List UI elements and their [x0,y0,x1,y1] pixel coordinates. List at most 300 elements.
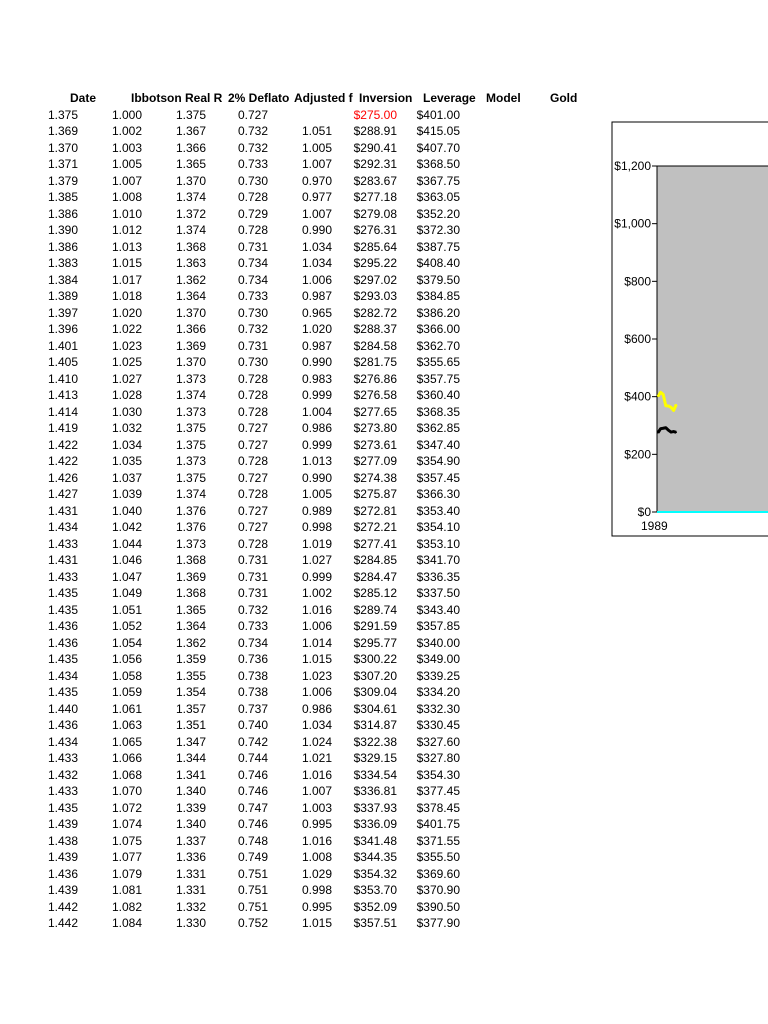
adjusted-cell[interactable]: 1.331 [175,883,206,897]
inversion-cell[interactable]: 0.727 [237,437,268,452]
gold-cell[interactable]: $387.75 [416,239,460,254]
model-cell[interactable]: $276.58 [353,388,397,402]
deflator-cell[interactable]: 1.070 [111,784,142,798]
leverage-cell[interactable]: 1.023 [301,668,332,683]
adjusted-cell[interactable]: 1.362 [175,272,206,287]
gold-cell[interactable]: $377.45 [416,784,460,798]
leverage-cell[interactable]: 1.006 [301,272,332,287]
ibbotson-cell[interactable]: 1.433 [47,751,78,765]
header-date[interactable]: Date [70,91,97,105]
ibbotson-cell[interactable]: 1.431 [47,503,78,518]
model-cell[interactable]: $290.41 [353,140,397,155]
adjusted-cell[interactable]: 1.357 [175,701,206,716]
inversion-cell[interactable]: 0.728 [237,487,268,501]
gold-cell[interactable]: $370.90 [416,883,460,897]
header-model[interactable]: Model [486,91,521,105]
gold-cell[interactable]: $353.40 [416,503,460,518]
adjusted-cell[interactable]: 1.374 [175,190,206,204]
gold-cell[interactable]: $366.30 [416,487,460,501]
inversion-cell[interactable]: 0.734 [237,256,268,270]
model-cell[interactable]: $329.15 [353,751,397,765]
header-deflator[interactable]: 2% Deflato [228,91,290,105]
model-cell[interactable]: $281.75 [353,355,397,369]
deflator-cell[interactable]: 1.052 [111,619,142,633]
ibbotson-cell[interactable]: 1.386 [47,206,78,221]
gold-cell[interactable]: $336.35 [416,569,460,584]
deflator-cell[interactable]: 1.018 [111,289,142,303]
deflator-cell[interactable]: 1.061 [111,701,142,716]
leverage-cell[interactable]: 0.983 [301,371,332,386]
leverage-cell[interactable]: 1.019 [301,536,332,551]
leverage-cell[interactable]: 0.965 [301,305,332,320]
inversion-cell[interactable]: 0.728 [237,404,268,419]
model-cell[interactable]: $293.03 [353,289,397,303]
deflator-cell[interactable]: 1.082 [111,899,142,914]
ibbotson-cell[interactable]: 1.436 [47,635,78,650]
gold-cell[interactable]: $407.70 [416,140,460,155]
deflator-cell[interactable]: 1.077 [111,850,142,864]
deflator-cell[interactable]: 1.049 [111,586,142,600]
gold-cell[interactable]: $354.90 [416,454,460,468]
gold-cell[interactable]: $353.10 [416,536,460,551]
inversion-cell[interactable]: 0.729 [237,206,268,221]
model-cell[interactable]: $307.20 [353,668,397,683]
adjusted-cell[interactable]: 1.370 [175,305,206,320]
inversion-cell[interactable]: 0.730 [237,173,268,188]
gold-cell[interactable]: $386.20 [416,305,460,320]
model-cell[interactable]: $322.38 [353,734,397,749]
ibbotson-cell[interactable]: 1.370 [47,140,78,155]
adjusted-cell[interactable]: 1.365 [175,157,206,171]
ibbotson-cell[interactable]: 1.439 [47,817,78,831]
adjusted-cell[interactable]: 1.363 [175,256,206,270]
ibbotson-cell[interactable]: 1.385 [47,190,78,204]
ibbotson-cell[interactable]: 1.390 [47,223,78,237]
deflator-cell[interactable]: 1.063 [111,718,142,732]
model-cell[interactable]: $277.18 [353,190,397,204]
adjusted-cell[interactable]: 1.365 [175,602,206,617]
leverage-cell[interactable]: 0.970 [301,173,332,188]
gold-cell[interactable]: $334.20 [416,685,460,699]
inversion-cell[interactable]: 0.727 [237,470,268,485]
deflator-cell[interactable]: 1.046 [111,553,142,567]
adjusted-cell[interactable]: 1.351 [175,718,206,732]
gold-cell[interactable]: $363.05 [416,190,460,204]
leverage-cell[interactable]: 0.995 [301,899,332,914]
ibbotson-cell[interactable]: 1.433 [47,784,78,798]
deflator-cell[interactable]: 1.068 [111,767,142,782]
adjusted-cell[interactable]: 1.359 [175,652,206,666]
adjusted-cell[interactable]: 1.355 [175,668,206,683]
gold-cell[interactable]: $343.40 [416,602,460,617]
leverage-cell[interactable]: 1.013 [301,454,332,468]
leverage-cell[interactable]: 1.008 [301,850,332,864]
adjusted-cell[interactable]: 1.370 [175,355,206,369]
leverage-cell[interactable]: 1.014 [301,635,332,650]
adjusted-cell[interactable]: 1.374 [175,487,206,501]
leverage-cell[interactable]: 1.051 [301,124,332,138]
deflator-cell[interactable]: 1.015 [111,256,142,270]
gold-cell[interactable]: $332.30 [416,701,460,716]
deflator-cell[interactable]: 1.028 [111,388,142,402]
adjusted-cell[interactable]: 1.373 [175,454,206,468]
model-cell[interactable]: $289.74 [353,602,397,617]
inversion-cell[interactable]: 0.746 [237,767,268,782]
model-cell[interactable]: $288.37 [353,322,397,336]
inversion-cell[interactable]: 0.727 [237,421,268,435]
adjusted-cell[interactable]: 1.341 [175,767,206,782]
adjusted-cell[interactable]: 1.364 [175,289,206,303]
leverage-cell[interactable]: 1.007 [301,784,332,798]
leverage-cell[interactable]: 1.021 [301,751,332,765]
gold-cell[interactable]: $355.65 [416,355,460,369]
deflator-cell[interactable]: 1.035 [111,454,142,468]
ibbotson-cell[interactable]: 1.436 [47,619,78,633]
adjusted-cell[interactable]: 1.368 [175,586,206,600]
adjusted-cell[interactable]: 1.373 [175,371,206,386]
model-cell[interactable]: $288.91 [353,124,397,138]
adjusted-cell[interactable]: 1.330 [175,916,206,930]
deflator-cell[interactable]: 1.022 [111,322,142,336]
adjusted-cell[interactable]: 1.369 [175,338,206,353]
leverage-cell[interactable]: 1.016 [301,833,332,848]
deflator-cell[interactable]: 1.066 [111,751,142,765]
inversion-cell[interactable]: 0.731 [237,586,268,600]
adjusted-cell[interactable]: 1.366 [175,322,206,336]
inversion-cell[interactable]: 0.733 [237,157,268,171]
deflator-cell[interactable]: 1.008 [111,190,142,204]
deflator-cell[interactable]: 1.039 [111,487,142,501]
model-cell[interactable]: $304.61 [353,701,397,716]
gold-cell[interactable]: $354.10 [416,520,460,534]
gold-cell[interactable]: $368.50 [416,157,460,171]
ibbotson-cell[interactable]: 1.383 [47,256,78,270]
inversion-cell[interactable]: 0.746 [237,817,268,831]
adjusted-cell[interactable]: 1.374 [175,388,206,402]
deflator-cell[interactable]: 1.010 [111,206,142,221]
inversion-cell[interactable]: 0.731 [237,338,268,353]
adjusted-cell[interactable]: 1.347 [175,734,206,749]
model-cell[interactable]: $279.08 [353,206,397,221]
inversion-cell[interactable]: 0.732 [237,124,268,138]
deflator-cell[interactable]: 1.020 [111,305,142,320]
deflator-cell[interactable]: 1.002 [111,124,142,138]
gold-cell[interactable]: $415.05 [416,124,460,138]
leverage-cell[interactable]: 0.999 [301,388,332,402]
ibbotson-cell[interactable]: 1.439 [47,850,78,864]
adjusted-cell[interactable]: 1.373 [175,536,206,551]
model-cell[interactable]: $285.12 [353,586,397,600]
gold-cell[interactable]: $408.40 [416,256,460,270]
inversion-cell[interactable]: 0.728 [237,536,268,551]
inversion-cell[interactable]: 0.737 [237,701,268,716]
ibbotson-cell[interactable]: 1.422 [47,454,78,468]
inversion-cell[interactable]: 0.732 [237,140,268,155]
deflator-cell[interactable]: 1.065 [111,734,142,749]
ibbotson-cell[interactable]: 1.439 [47,883,78,897]
model-cell[interactable]: $341.48 [353,833,397,848]
ibbotson-cell[interactable]: 1.379 [47,173,78,188]
leverage-cell[interactable]: 0.990 [301,223,332,237]
adjusted-cell[interactable]: 1.366 [175,140,206,155]
inversion-cell[interactable]: 0.727 [237,107,268,122]
ibbotson-cell[interactable]: 1.422 [47,437,78,452]
leverage-cell[interactable]: 1.004 [301,404,332,419]
gold-cell[interactable]: $378.45 [416,800,460,815]
header-ibbotson[interactable]: Ibbotson Real R [131,91,223,105]
deflator-cell[interactable]: 1.037 [111,470,142,485]
deflator-cell[interactable]: 1.051 [111,602,142,617]
ibbotson-cell[interactable]: 1.435 [47,586,78,600]
deflator-cell[interactable]: 1.003 [111,140,142,155]
adjusted-cell[interactable]: 1.375 [175,107,206,122]
ibbotson-cell[interactable]: 1.384 [47,272,78,287]
inversion-cell[interactable]: 0.731 [237,239,268,254]
model-cell[interactable]: $295.77 [353,635,397,650]
inversion-cell[interactable]: 0.733 [237,289,268,303]
adjusted-cell[interactable]: 1.375 [175,437,206,452]
inversion-cell[interactable]: 0.738 [237,668,268,683]
gold-cell[interactable]: $384.85 [416,289,460,303]
inversion-cell[interactable]: 0.732 [237,602,268,617]
model-cell[interactable]: $275.00 [353,107,397,122]
ibbotson-cell[interactable]: 1.440 [47,701,78,716]
inversion-cell[interactable]: 0.731 [237,569,268,584]
deflator-cell[interactable]: 1.042 [111,520,142,534]
gold-cell[interactable]: $357.75 [416,371,460,386]
ibbotson-cell[interactable]: 1.414 [47,404,78,419]
model-cell[interactable]: $291.59 [353,619,397,633]
inversion-cell[interactable]: 0.730 [237,305,268,320]
adjusted-cell[interactable]: 1.339 [175,800,206,815]
leverage-cell[interactable]: 1.024 [301,734,332,749]
inversion-cell[interactable]: 0.740 [237,718,268,732]
ibbotson-cell[interactable]: 1.386 [47,239,78,254]
ibbotson-cell[interactable]: 1.435 [47,800,78,815]
leverage-cell[interactable]: 1.029 [301,866,332,881]
inversion-cell[interactable]: 0.727 [237,520,268,534]
inversion-cell[interactable]: 0.752 [237,916,268,930]
adjusted-cell[interactable]: 1.370 [175,173,206,188]
leverage-cell[interactable]: 0.998 [301,520,332,534]
ibbotson-cell[interactable]: 1.436 [47,718,78,732]
ibbotson-cell[interactable]: 1.375 [47,107,78,122]
gold-cell[interactable]: $349.00 [416,652,460,666]
adjusted-cell[interactable]: 1.376 [175,520,206,534]
adjusted-cell[interactable]: 1.364 [175,619,206,633]
model-cell[interactable]: $309.04 [353,685,397,699]
model-cell[interactable]: $297.02 [353,272,397,287]
leverage-cell[interactable]: 1.005 [301,140,332,155]
model-cell[interactable]: $272.21 [353,520,397,534]
model-cell[interactable]: $352.09 [353,899,397,914]
header-adjusted[interactable]: Adjusted f [294,91,353,105]
adjusted-cell[interactable]: 1.368 [175,239,206,254]
ibbotson-cell[interactable]: 1.438 [47,833,78,848]
model-cell[interactable]: $314.87 [353,718,397,732]
model-cell[interactable]: $334.54 [353,767,397,782]
gold-cell[interactable]: $366.00 [416,322,460,336]
leverage-cell[interactable]: 1.034 [301,239,332,254]
model-cell[interactable]: $353.70 [353,883,397,897]
gold-cell[interactable]: $347.40 [416,437,460,452]
adjusted-cell[interactable]: 1.367 [175,124,206,138]
model-cell[interactable]: $285.64 [353,239,397,254]
header-inversion[interactable]: Inversion [359,91,413,105]
leverage-cell[interactable]: 1.006 [301,619,332,633]
model-cell[interactable]: $336.81 [353,784,397,798]
ibbotson-cell[interactable]: 1.397 [47,305,78,320]
deflator-cell[interactable]: 1.030 [111,404,142,419]
model-cell[interactable]: $276.31 [353,223,397,237]
leverage-cell[interactable]: 0.999 [301,569,332,584]
inversion-cell[interactable]: 0.732 [237,322,268,336]
model-cell[interactable]: $284.85 [353,553,397,567]
leverage-cell[interactable]: 0.998 [301,883,332,897]
deflator-cell[interactable]: 1.079 [111,866,142,881]
deflator-cell[interactable]: 1.040 [111,503,142,518]
model-cell[interactable]: $336.09 [353,817,397,831]
deflator-cell[interactable]: 1.081 [111,883,142,897]
inversion-cell[interactable]: 0.728 [237,190,268,204]
ibbotson-cell[interactable]: 1.434 [47,668,78,683]
model-cell[interactable]: $277.41 [353,536,397,551]
leverage-cell[interactable]: 1.003 [301,800,332,815]
adjusted-cell[interactable]: 1.340 [175,817,206,831]
leverage-cell[interactable]: 1.007 [301,157,332,171]
leverage-cell[interactable]: 1.015 [301,652,332,666]
inversion-cell[interactable]: 0.731 [237,553,268,567]
ibbotson-cell[interactable]: 1.435 [47,602,78,617]
gold-cell[interactable]: $401.75 [416,817,460,831]
gold-cell[interactable]: $327.60 [416,734,460,749]
gold-cell[interactable]: $327.80 [416,751,460,765]
leverage-cell[interactable]: 1.034 [301,256,332,270]
deflator-cell[interactable]: 1.056 [111,652,142,666]
gold-cell[interactable]: $362.70 [416,338,460,353]
inversion-cell[interactable]: 0.728 [237,388,268,402]
gold-cell[interactable]: $360.40 [416,388,460,402]
leverage-cell[interactable]: 0.989 [301,503,332,518]
deflator-cell[interactable]: 1.007 [111,173,142,188]
adjusted-cell[interactable]: 1.354 [175,685,206,699]
ibbotson-cell[interactable]: 1.410 [47,371,78,386]
model-cell[interactable]: $273.80 [353,421,397,435]
ibbotson-cell[interactable]: 1.405 [47,355,78,369]
model-cell[interactable]: $300.22 [353,652,397,666]
gold-cell[interactable]: $368.35 [416,404,460,419]
inversion-cell[interactable]: 0.749 [237,850,268,864]
deflator-cell[interactable]: 1.025 [111,355,142,369]
leverage-cell[interactable]: 1.020 [301,322,332,336]
gold-cell[interactable]: $367.75 [416,173,460,188]
ibbotson-cell[interactable]: 1.432 [47,767,78,782]
model-cell[interactable]: $354.32 [353,866,397,881]
ibbotson-cell[interactable]: 1.434 [47,520,78,534]
deflator-cell[interactable]: 1.084 [111,916,142,930]
deflator-cell[interactable]: 1.005 [111,157,142,171]
gold-cell[interactable]: $355.50 [416,850,460,864]
gold-cell[interactable]: $341.70 [416,553,460,567]
deflator-cell[interactable]: 1.017 [111,272,142,287]
gold-cell[interactable]: $337.50 [416,586,460,600]
leverage-cell[interactable]: 1.007 [301,206,332,221]
model-cell[interactable]: $272.81 [353,503,397,518]
model-cell[interactable]: $292.31 [353,157,397,171]
adjusted-cell[interactable]: 1.332 [175,899,206,914]
leverage-cell[interactable]: 0.990 [301,355,332,369]
deflator-cell[interactable]: 1.044 [111,536,142,551]
adjusted-cell[interactable]: 1.369 [175,569,206,584]
ibbotson-cell[interactable]: 1.426 [47,470,78,485]
deflator-cell[interactable]: 1.032 [111,421,142,435]
inversion-cell[interactable]: 0.748 [237,833,268,848]
deflator-cell[interactable]: 1.059 [111,685,142,699]
deflator-cell[interactable]: 1.013 [111,239,142,254]
ibbotson-cell[interactable]: 1.369 [47,124,78,138]
deflator-cell[interactable]: 1.072 [111,800,142,815]
ibbotson-cell[interactable]: 1.401 [47,338,78,353]
model-cell[interactable]: $284.47 [353,569,397,584]
leverage-cell[interactable]: 1.016 [301,602,332,617]
header-gold[interactable]: Gold [550,91,578,105]
leverage-cell[interactable]: 0.986 [301,421,332,435]
ibbotson-cell[interactable]: 1.431 [47,553,78,567]
leverage-cell[interactable]: 0.987 [301,289,332,303]
ibbotson-cell[interactable]: 1.433 [47,536,78,551]
leverage-cell[interactable]: 0.977 [301,190,332,204]
leverage-cell[interactable]: 0.990 [301,470,332,485]
model-cell[interactable]: $273.61 [353,437,397,452]
inversion-cell[interactable]: 0.727 [237,503,268,518]
inversion-cell[interactable]: 0.734 [237,635,268,650]
inversion-cell[interactable]: 0.728 [237,454,268,468]
inversion-cell[interactable]: 0.747 [237,800,268,815]
leverage-cell[interactable]: 0.987 [301,338,332,353]
ibbotson-cell[interactable]: 1.442 [47,899,78,914]
gold-cell[interactable]: $401.00 [416,107,460,122]
ibbotson-cell[interactable]: 1.433 [47,569,78,584]
adjusted-cell[interactable]: 1.331 [175,866,206,881]
gold-cell[interactable]: $362.85 [416,421,460,435]
ibbotson-cell[interactable]: 1.435 [47,652,78,666]
inversion-cell[interactable]: 0.734 [237,272,268,287]
model-cell[interactable]: $277.09 [353,454,397,468]
embedded-chart[interactable] [608,118,768,538]
ibbotson-cell[interactable]: 1.427 [47,487,78,501]
adjusted-cell[interactable]: 1.375 [175,470,206,485]
adjusted-cell[interactable]: 1.373 [175,404,206,419]
ibbotson-cell[interactable]: 1.413 [47,388,78,402]
gold-cell[interactable]: $371.55 [416,833,460,848]
inversion-cell[interactable]: 0.736 [237,652,268,666]
model-cell[interactable]: $283.67 [353,173,397,188]
deflator-cell[interactable]: 1.027 [111,371,142,386]
inversion-cell[interactable]: 0.738 [237,685,268,699]
inversion-cell[interactable]: 0.742 [237,734,268,749]
deflator-cell[interactable]: 1.012 [111,223,142,237]
leverage-cell[interactable]: 1.015 [301,916,332,930]
deflator-cell[interactable]: 1.023 [111,338,142,353]
adjusted-cell[interactable]: 1.344 [175,751,206,765]
header-leverage[interactable]: Leverage [423,91,476,105]
leverage-cell[interactable]: 1.005 [301,487,332,501]
ibbotson-cell[interactable]: 1.419 [47,421,78,435]
inversion-cell[interactable]: 0.751 [237,883,268,897]
deflator-cell[interactable]: 1.058 [111,668,142,683]
ibbotson-cell[interactable]: 1.435 [47,685,78,699]
gold-cell[interactable]: $357.45 [416,470,460,485]
